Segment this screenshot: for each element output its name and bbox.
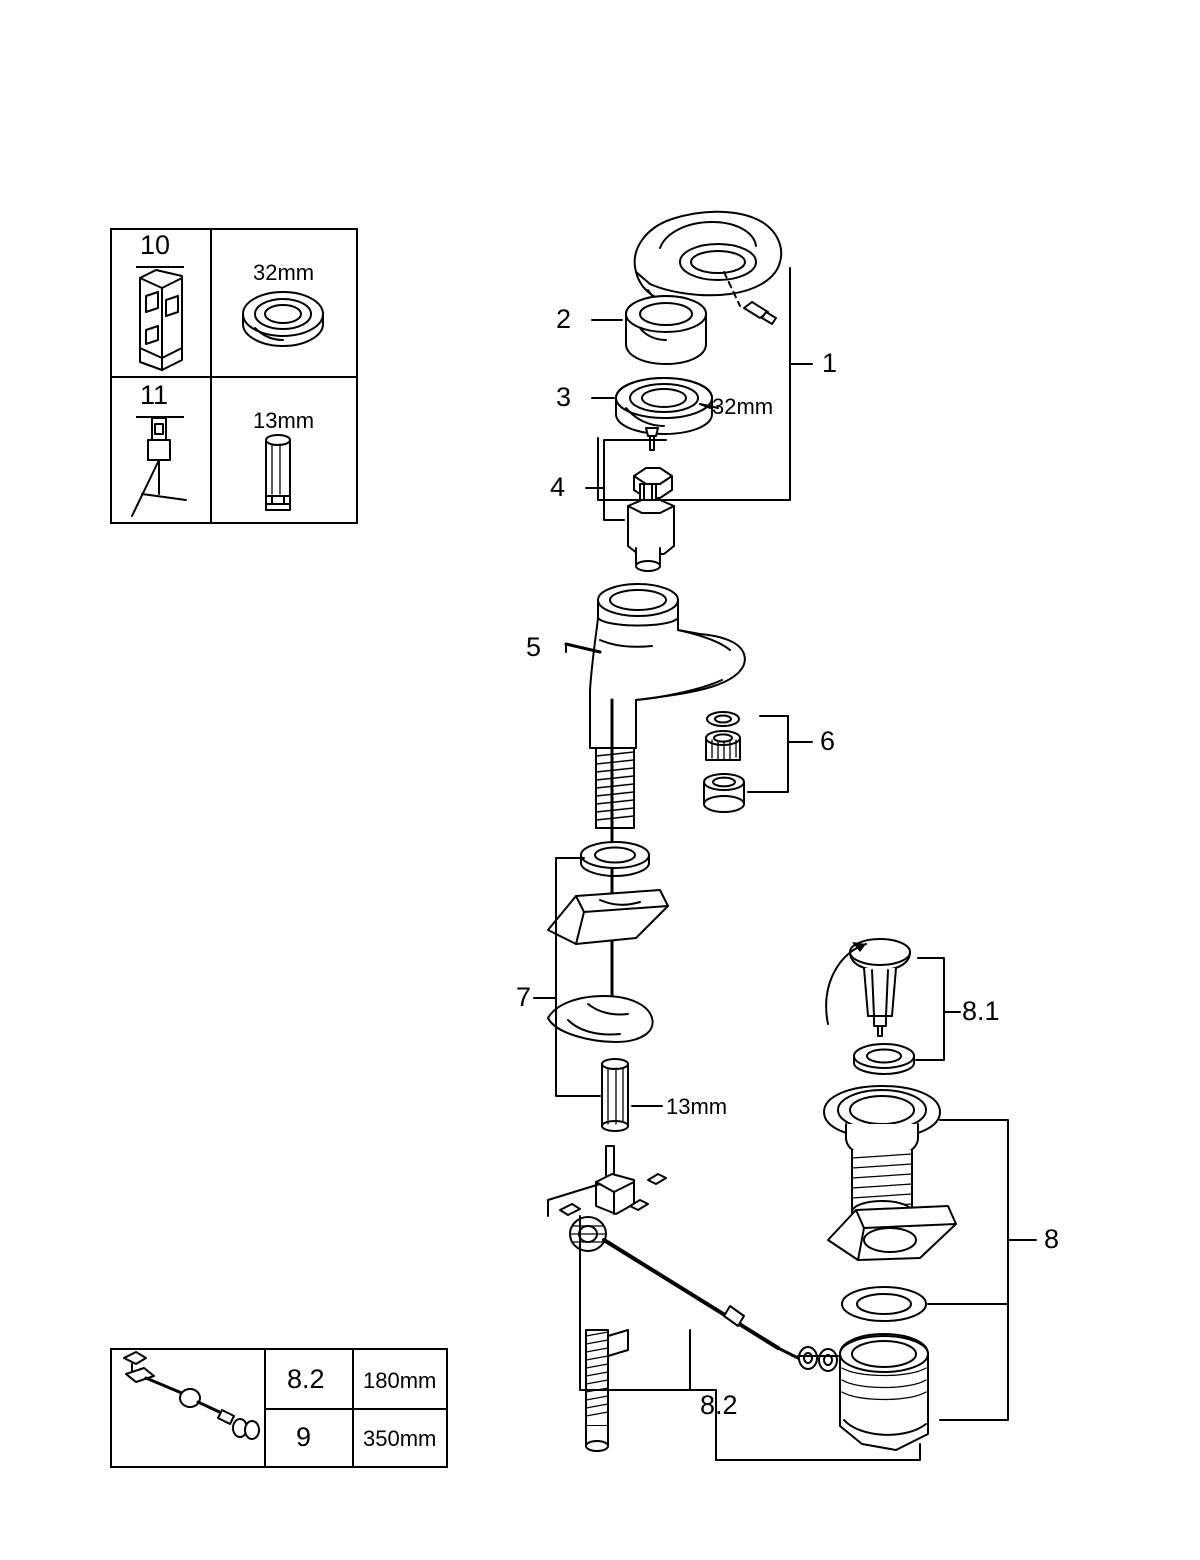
dimension-32mm: 32mm (712, 394, 774, 419)
callout-8-1: 8.1 (962, 996, 1000, 1026)
flex-hose-icon (124, 1352, 259, 1439)
legend-caption-32mm: 32mm (253, 260, 315, 285)
legend-value-180mm: 180mm (363, 1368, 437, 1393)
callout-1: 1 (822, 348, 838, 378)
legend-key-9: 9 (296, 1422, 312, 1452)
dimension-13mm: 13mm (666, 1094, 728, 1119)
callout-5: 5 (526, 632, 542, 662)
legend-key-8-2: 8.2 (287, 1364, 325, 1394)
callout-8-2: 8.2 (700, 1390, 738, 1420)
callout-3: 3 (556, 382, 572, 412)
callout-8: 8 (1044, 1224, 1060, 1254)
callout-6: 6 (820, 726, 836, 756)
legend-value-350mm: 350mm (363, 1426, 437, 1451)
callout-7: 7 (516, 982, 532, 1012)
callout-2: 2 (556, 304, 572, 334)
legend-key-11: 11 (140, 380, 169, 410)
callout-4: 4 (550, 472, 566, 502)
legend-caption-13mm: 13mm (253, 408, 315, 433)
legend-key-10: 10 (140, 230, 171, 260)
